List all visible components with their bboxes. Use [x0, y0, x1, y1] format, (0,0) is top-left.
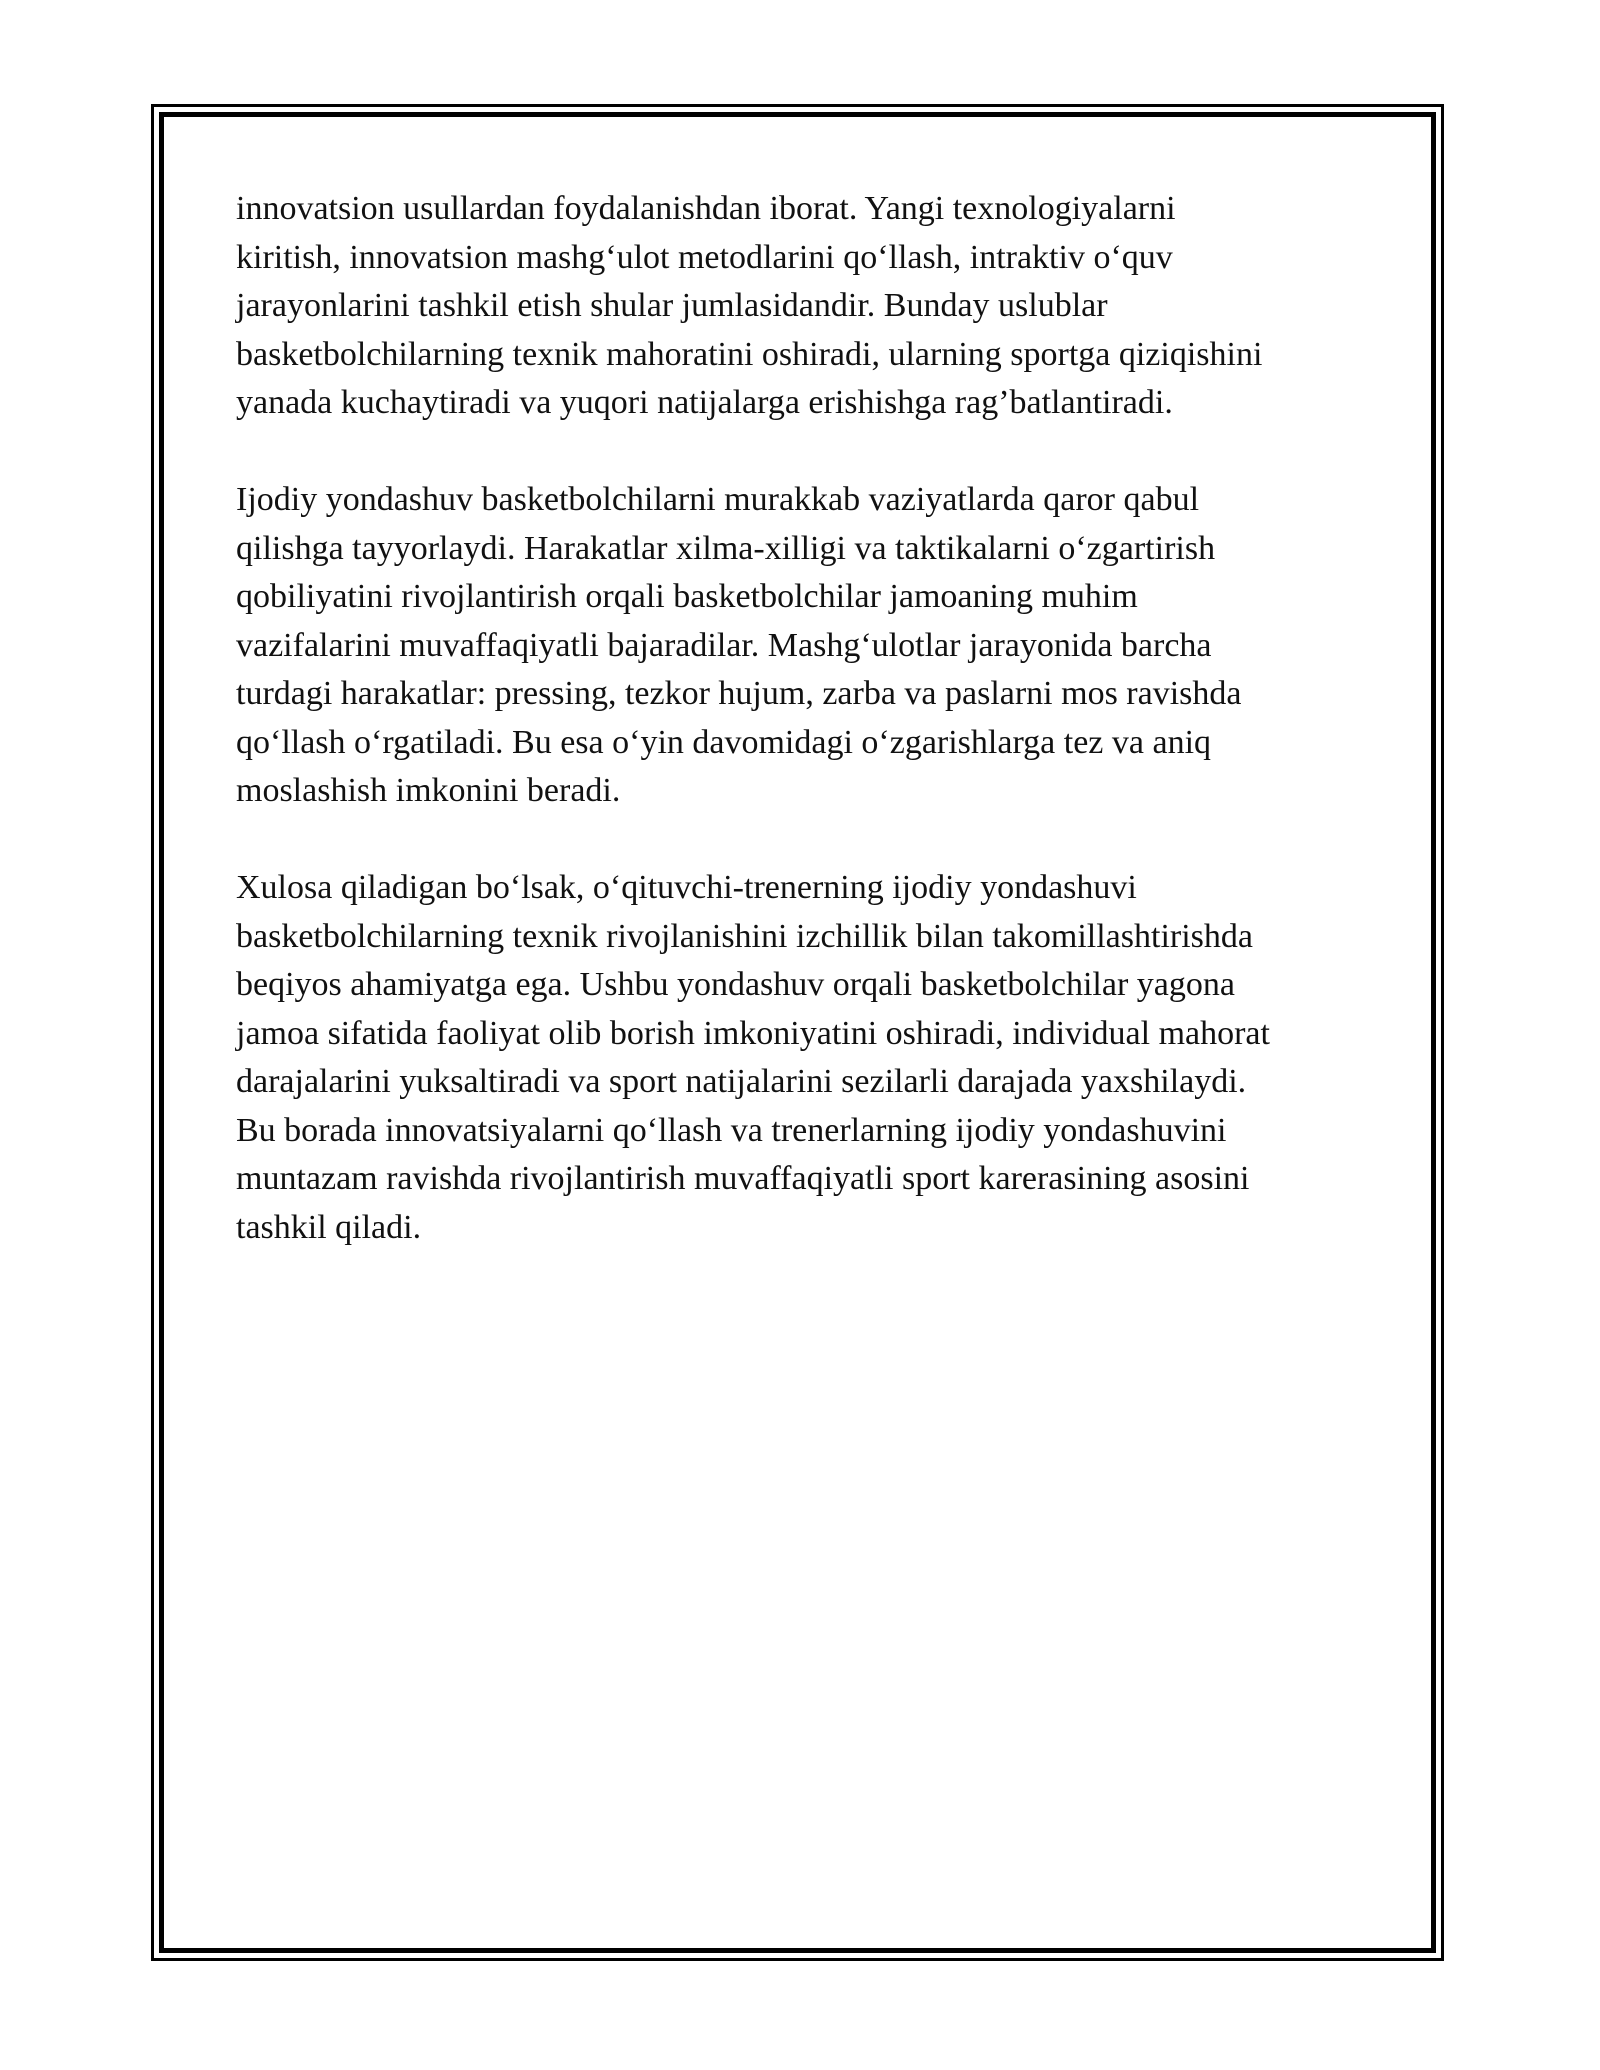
- text-line: jarayonlarini tashkil etish shular jumlasidandir. Bunday uslublar: [236, 287, 1108, 324]
- text-line: turdagi harakatlar: pressing, tezkor hujum, zarba va paslarni mos ravishda: [236, 675, 1242, 712]
- text-line: qobiliyatini rivojlantirish orqali basketbolchilar jamoaning muhim: [236, 578, 1138, 615]
- text-line: jamoa sifatida faoliyat olib borish imkoniyatini oshiradi, individual mahorat: [236, 1014, 1270, 1052]
- text-line: Xulosa qiladigan bo‘lsak, o‘qituvchi-trenerning ijodiy yondashuvi: [236, 869, 1137, 906]
- text-line: muntazam ravishda rivojlantirish muvaffaqiyatli sport karerasining asosini: [236, 1160, 1250, 1197]
- text-line: Ijodiy yondashuv basketbolchilarni murakkab vaziyatlarda qaror qabul: [236, 481, 1200, 518]
- text-line: basketbolchilarning texnik mahoratini oshiradi, ularning sportga qiziqishini: [236, 335, 1263, 373]
- text-line: yanada kuchaytiradi va yuqori natijalarga erishishga rag’batlantiradi.: [236, 384, 1173, 421]
- text-line: innovatsion usullardan foydalanishdan iborat. Yangi texnologiyalarni: [236, 190, 1176, 227]
- text-line: qo‘llash o‘rgatiladi. Bu esa o‘yin davomidagi o‘zgarishlarga tez va aniq: [236, 723, 1212, 761]
- text-line: vazifalarini muvaffaqiyatli bajaradilar. Mashg‘ulotlar jarayonida barcha: [236, 626, 1212, 664]
- paragraph-1: [236, 185, 1366, 428]
- document-body: [236, 185, 1366, 1301]
- text-line: darajalarini yuksaltiradi va sport natijalarini sezilarli darajada yaxshilaydi.: [236, 1063, 1247, 1100]
- text-line: Bu borada innovatsiyalarni qo‘llash va trenerlarning ijodiy yondashuvini: [236, 1111, 1227, 1149]
- text-line: beqiyos ahamiyatga ega. Ushbu yondashuv orqali basketbolchilar yagona: [236, 966, 1235, 1003]
- text-line: moslashish imkonini beradi.: [236, 772, 621, 809]
- text-line: kiritish, innovatsion mashg‘ulot metodlarini qo‘llash, intraktiv o‘quv: [236, 238, 1173, 276]
- text-line: tashkil qiladi.: [236, 1208, 422, 1246]
- paragraph-2: [236, 476, 1366, 816]
- text-line: basketbolchilarning texnik rivojlanishini izchillik bilan takomillashtirishda: [236, 917, 1253, 955]
- paragraph-3: [236, 864, 1366, 1252]
- text-line: qilishga tayyorlaydi. Harakatlar xilma-xilligi va taktikalarni o‘zgartirish: [236, 529, 1216, 567]
